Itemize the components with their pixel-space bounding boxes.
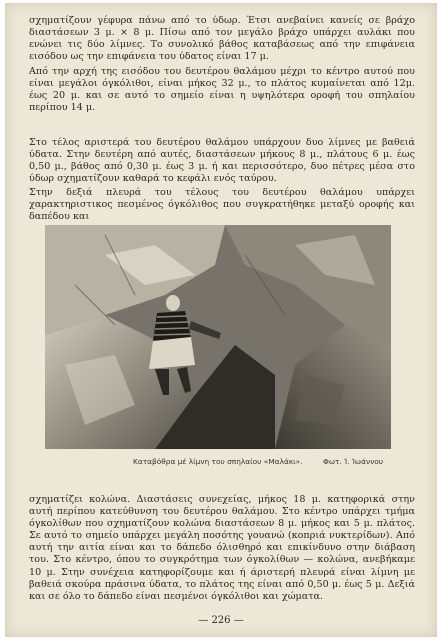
cave-photo-illustration xyxy=(45,225,391,449)
document-page xyxy=(5,3,437,637)
paragraph: Στο τέλος αριστερά του δευτέρου θαλάμου υπάρχουν δυο λίμνες με βαθειά ύδατα. Στην δευτέρη από αυτές, διαστάσεων μήκους 8 μ., πλάτους 6 μ. έως 0,50 μ., βάθος από 0,30 μ. έως 3 μ. ή και περισσότερο, δυο πέτρες μέσα στο ύδωρ σχηματίζουν καθαρά το κεφάλι ενός ταύρου. xyxy=(29,137,415,185)
paragraph: Από την αρχή της εισόδου του δευτέρου θαλάμου μέχρι το κέντρο αυτού που είναι μεγάλοι όγκόλιθοι, είναι μήκος 32 μ., το πλάτος κυμαίνεται από 12μ. έως 20 μ. και σε αυτό το σημείο είναι η υψηλότερα οροφή του σπηλαίου περίπου 14 μ. xyxy=(29,66,415,114)
page-number: — 226 — xyxy=(198,615,244,626)
paragraph: Στην δεξιά πλευρά του τέλους του δευτέρου θαλάμου υπάρχει χαρακτηριστικος πεσμένος όγκόλιθος που συγκρατήθηκε μεταξύ οροφής και δαπέδου και xyxy=(29,187,415,223)
cave-photograph xyxy=(45,225,391,449)
paragraph: σχηματίζει κολώνα. Διαστάσεις συνεχείας, μήκος 18 μ. κατηφορικά στην αυτή περίπου κατεύθυνση του δευτέρου θαλάμου. Στο κέντρο υπάρχει τμήμα όγκολίθων που σχηματίζουν κολώνα διαστάσεων 8 μ. μήκος και 5 μ. πλάτος. Σε αυτό το σημείο υπάρχει μεγάλη ποσότης γουανώ (κοπριά νυκτερίδων). Από αυτή την αιτία είναι και το δάπεδο όλισθηρό και επικίνδυνο στην διάβαση του. Στο κέντρο, όπου το συγκρότημα των όγκολίθων — κολώνα, ανεβήκαμε 10 μ. Στην συνέχεια κατηφορίζουμε και ή άριστερή πλευρά είναι λίμνη με βαθειά σκούρα πράσινα ύδατα, το πλάτος της είναι από 0,50 μ. έως 5 μ. Δεξιά και σε όλο το δάπεδο είναι πεσμένοι όγκόλιθοι και χώματα. xyxy=(29,494,415,602)
figure-caption: Καταβόθρα μέ λίμνη του σπηλαίου «Μαλάκι». xyxy=(133,457,303,466)
photo-credit: Φωτ. Ί. Ίωάννου xyxy=(323,457,384,466)
paragraph: σχηματίζουν γέφυρα πάνω από το ύδωρ. Έτσι ανεβαίνει κανείς σε βράχο διαστάσεων 3 μ. × 8 μ. Πίσω από τον μεγάλο βράχο υπάρχει αυλάκι που ενώνει τις δύο λίμνες. Το συνολικό βάθος καταβάσεως από την επιφάνεια εισόδου ως την επιφάνεια του ύδατος είναι 17 μ. xyxy=(29,15,415,63)
